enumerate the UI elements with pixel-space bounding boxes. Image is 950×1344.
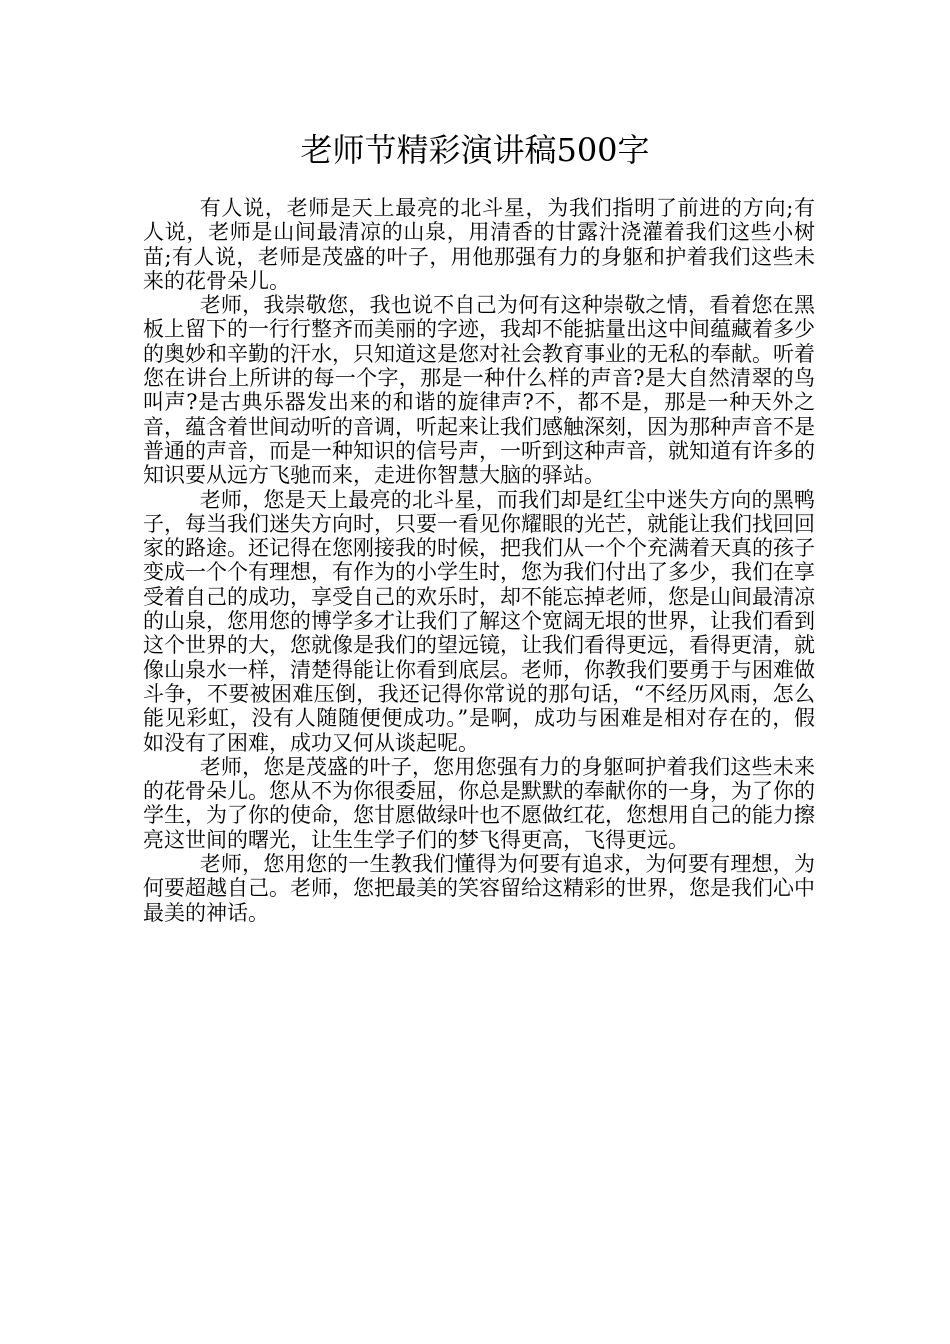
document-title: 老师节精彩演讲稿500字 <box>300 131 650 169</box>
document-body <box>143 196 815 925</box>
paragraph-3: 老师，您是天上最亮的北斗星，而我们却是红尘中迷失方向的黑鸭子，每当我们迷失方向时，只要一看见你耀眼的光芒，就能让我们找回回家的路途。还记得在您刚接我的时候，把我们从一个个充满着天真的孩子变成一个个有理想，有作为的小学生时，您为我们付出了多少，我们在享受着自己的成功，享受自己的欢乐时，却不能忘掉老师，您是山间最清凉的山泉，您用您的博学多才让我们了解这个宽阔无垠的世界，让我们看到这个世界的大，您就像是我们的望远镜，让我们看得更远，看得更清，就像山泉水一样，清楚得能让你看到底层。老师，你教我们要勇于与困难做斗争，不要被困难压倒，我还记得你常说的那句话，“不经历风雨，怎么能见彩虹，没有人随随便便成功。”是啊，成功与困难是相对存在的，假如没有了困难，成功又何从谈起呢。 <box>143 487 815 755</box>
paragraph-4: 老师，您是茂盛的叶子，您用您强有力的身躯呵护着我们这些未来的花骨朵儿。您从不为你很委屈，你总是默默的奉献你的一身，为了你的学生，为了你的使命，您甘愿做绿叶也不愿做红花，您想用自己的能力擦亮这世间的曙光，让生生学子们的梦飞得更高，飞得更远。 <box>143 754 815 852</box>
paragraph-5: 老师，您用您的一生教我们懂得为何要有追求，为何要有理想，为何要超越自己。老师，您把最美的笑容留给这精彩的世界，您是我们心中最美的神话。 <box>143 852 815 925</box>
paragraph-1: 有人说，老师是天上最亮的北斗星，为我们指明了前进的方向;有人说，老师是山间最清凉的山泉，用清香的甘露汁浇灌着我们这些小树苗;有人说，老师是茂盛的叶子，用他那强有力的身躯和护着我们这些未来的花骨朵儿。 <box>143 196 815 293</box>
paragraph-2: 老师，我崇敬您，我也说不自己为何有这种崇敬之情，看着您在黑板上留下的一行行整齐而美丽的字迹，我却不能掂量出这中间蕴藏着多少的奥妙和辛勤的汗水，只知道这是您对社会教育事业的无私的奉献。听着您在讲台上所讲的每一个字，那是一种什么样的声音?是大自然清翠的鸟叫声?是古典乐器发出来的和谐的旋律声?不，都不是，那是一种天外之音，蕴含着世间动听的音调，听起来让我们感触深刻，因为那种声音不是普通的声音，而是一种知识的信号声，一听到这种声音，就知道有许多的知识要从远方飞驰而来，走进你智慧大脑的驿站。 <box>143 293 815 488</box>
